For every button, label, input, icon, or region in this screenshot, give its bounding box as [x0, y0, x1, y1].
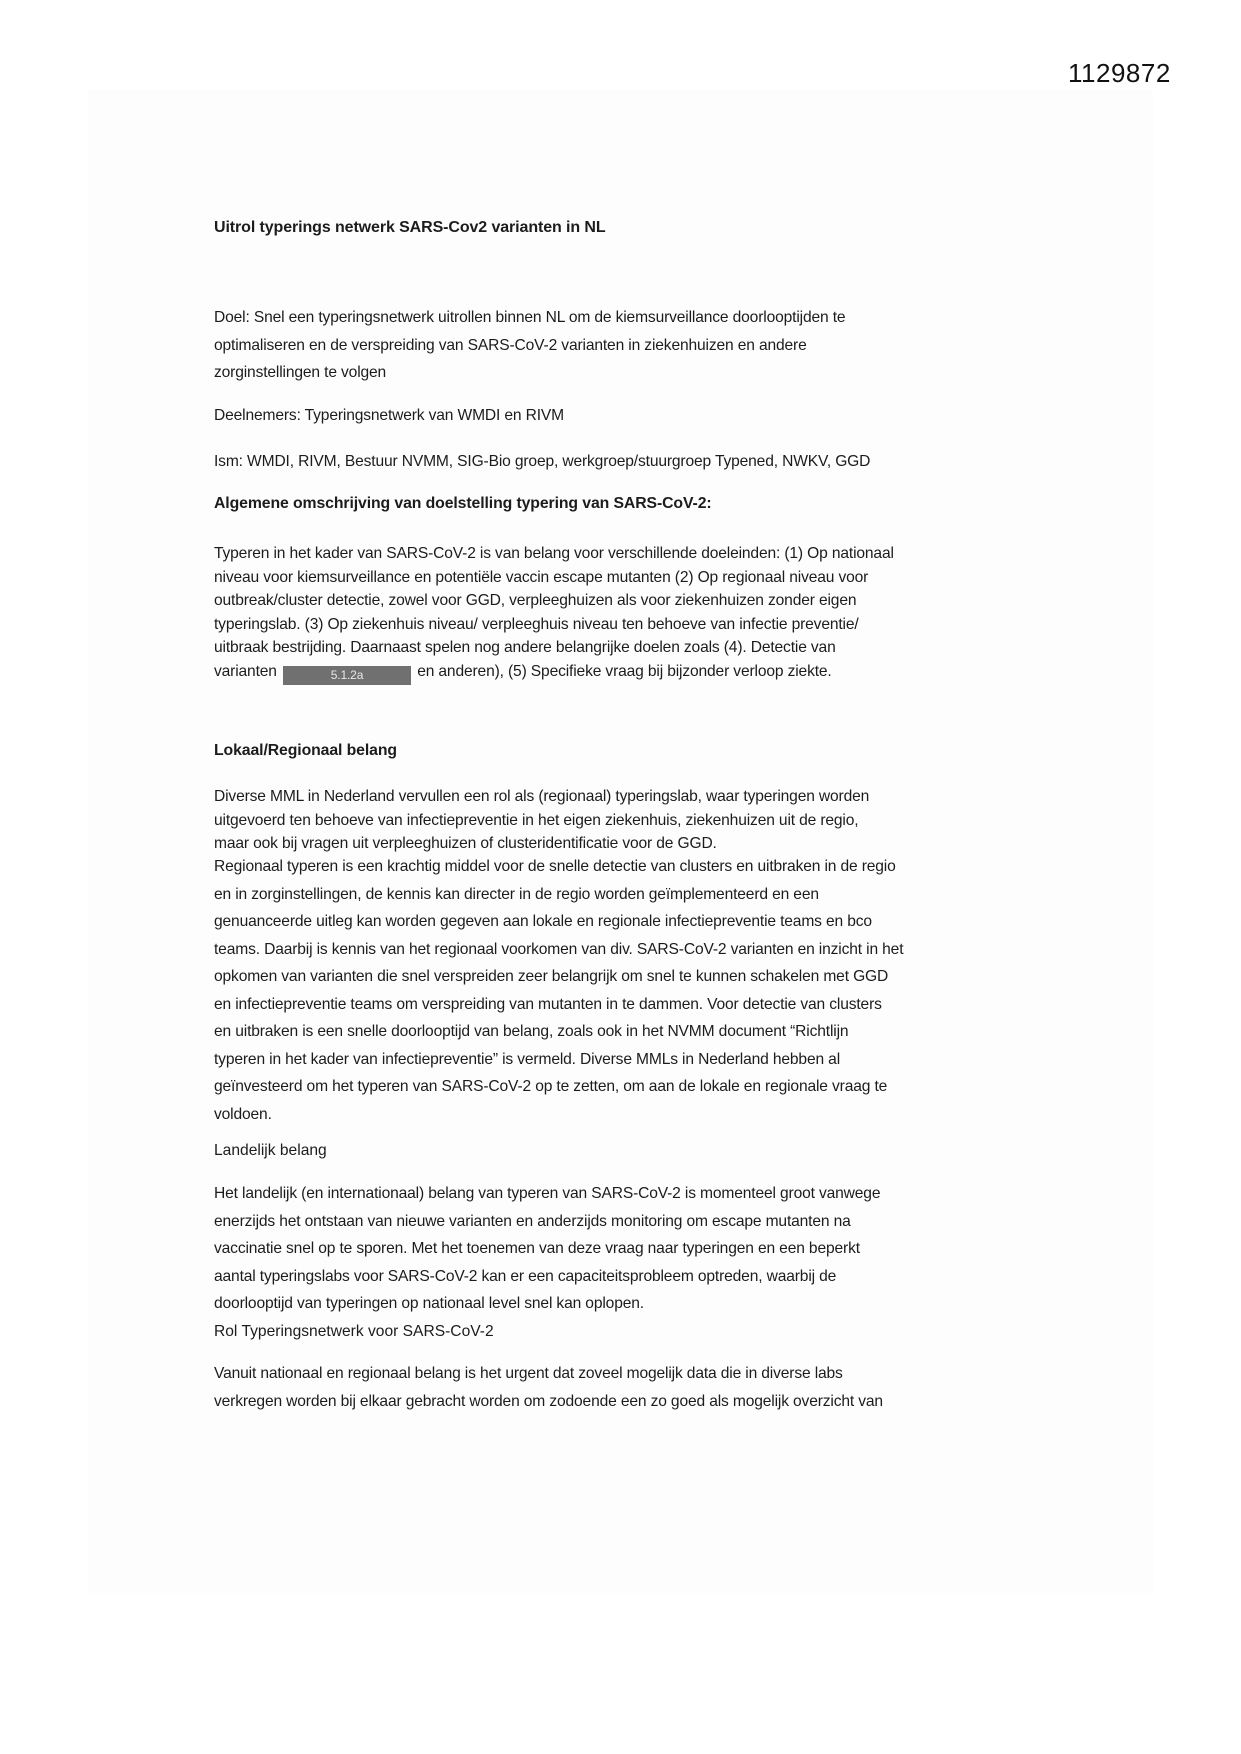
document-title: Uitrol typerings netwerk SARS-Cov2 varianten in NL — [214, 219, 606, 236]
text-line: en in zorginstellingen, de kennis kan directer in de regio worden geïmplementeerd en een — [214, 885, 819, 903]
text-line: outbreak/cluster detectie, zowel voor GGD, verpleeghuizen als voor ziekenhuizen zonder eigen — [214, 592, 857, 609]
text-line: uitgevoerd ten behoeve van infectiepreventie in het eigen ziekenhuis, ziekenhuizen uit de regio, — [214, 811, 859, 829]
text-line: doorlooptijd van typeringen op nationaal level snel kan oplopen. — [214, 1295, 644, 1312]
text-line: Diverse MML in Nederland vervullen een rol als (regionaal) typeringslab, waar typeringen worden — [214, 788, 870, 805]
text-line: maar ook bij vragen uit verpleeghuizen of clusteridentificatie voor de GGD. — [214, 835, 717, 852]
rol-paragraph — [214, 1360, 1034, 1415]
deelnemers-paragraph: Deelnemers: Typeringsnetwerk van WMDI en RIVM — [214, 407, 565, 424]
section-heading-rol: Rol Typeringsnetwerk voor SARS-CoV-2 — [214, 1323, 494, 1340]
text-line: Doel: Snel een typeringsnetwerk uitrollen binnen NL om de kiemsurveillance doorlooptijden te — [214, 309, 846, 326]
text-line: genuanceerde uitleg kan worden gegeven aan lokale en regionale infectiepreventie teams en bco — [214, 913, 872, 930]
text-line: zorginstellingen te volgen — [214, 364, 387, 381]
text-line: Vanuit nationaal en regionaal belang is het urgent dat zoveel mogelijk data die in diverse labs — [214, 1365, 843, 1382]
redaction-box: 5.1.2a — [283, 666, 411, 685]
text-line: niveau voor kiemsurveillance en potentiële vaccin escape mutanten (2) Op regionaal niveau voor — [214, 568, 869, 586]
ism-paragraph: Ism: WMDI, RIVM, Bestuur NVMM, SIG-Bio groep, werkgroep/stuurgroep Typened, NWKV, GGD — [214, 453, 871, 470]
text-line-with-redaction — [214, 660, 1034, 685]
algemeen-paragraph — [214, 542, 1034, 685]
text-line: typeren in het kader van infectiepreventie” is vermeld. Diverse MMLs in Nederland hebben al — [214, 1050, 841, 1068]
text-line: Typeren in het kader van SARS-CoV-2 is van belang voor verschillende doeleinden: (1) Op nationaal — [214, 545, 894, 562]
text-line: aantal typeringslabs voor SARS-CoV-2 kan er een capaciteitsprobleem optreden, waarbij de — [214, 1267, 837, 1285]
text-line: voldoen. — [214, 1105, 272, 1123]
lokaal-paragraph-2 — [214, 853, 1034, 1128]
text-line: enerzijds het ontstaan van nieuwe varianten en anderzijds monitoring om escape mutanten na — [214, 1212, 851, 1230]
text-line: optimaliseren en de verspreiding van SARS-CoV-2 varianten in ziekenhuizen en andere — [214, 336, 807, 354]
document-id-stamp: 1129872 — [1068, 58, 1171, 88]
text-line: verkregen worden bij elkaar gebracht worden om zodoende een zo goed als mogelijk overzicht van — [214, 1392, 883, 1410]
text-line: typeringslab. (3) Op ziekenhuis niveau/ verpleeghuis niveau ten behoeve van infectie preventie/ — [214, 615, 859, 633]
text-line: en infectiepreventie teams om verspreiding van mutanten in te dammen. Voor detectie van clusters — [214, 995, 882, 1013]
text-line: uitbraak bestrijding. Daarnaast spelen nog andere belangrijke doelen zoals (4). Detectie van — [214, 639, 836, 656]
section-heading-algemeen: Algemene omschrijving van doelstelling typering van SARS-CoV-2: — [214, 495, 712, 512]
landelijk-paragraph — [214, 1180, 1034, 1318]
text-line: vaccinatie snel op te sporen. Met het toenemen van deze vraag naar typeringen en een beperkt — [214, 1240, 860, 1257]
section-heading-landelijk: Landelijk belang — [214, 1142, 327, 1159]
text-line: geïnvesteerd om het typeren van SARS-CoV-2 op te zetten, om aan de lokale en regionale vraag te — [214, 1078, 888, 1095]
section-heading-lokaal: Lokaal/Regionaal belang — [214, 742, 397, 759]
text-line: opkomen van varianten die snel verspreiden zeer belangrijk om snel te kunnen schakelen met GGD — [214, 968, 889, 985]
lokaal-paragraph-1 — [214, 785, 1034, 856]
text-fragment: varianten — [214, 662, 277, 680]
text-line: en uitbraken is een snelle doorlooptijd van belang, zoals ook in het NVMM document “Richtlijn — [214, 1023, 849, 1040]
doel-paragraph — [214, 304, 1034, 387]
text-line: teams. Daarbij is kennis van het regionaal voorkomen van div. SARS-CoV-2 varianten en inzicht in het — [214, 940, 904, 958]
text-line: Regionaal typeren is een krachtig middel voor de snelle detectie van clusters en uitbraken in de regio — [214, 858, 896, 875]
text-fragment: en anderen), (5) Specifieke vraag bij bijzonder verloop ziekte. — [417, 662, 832, 680]
text-line: Het landelijk (en internationaal) belang van typeren van SARS-CoV-2 is momenteel groot vanwege — [214, 1185, 881, 1202]
